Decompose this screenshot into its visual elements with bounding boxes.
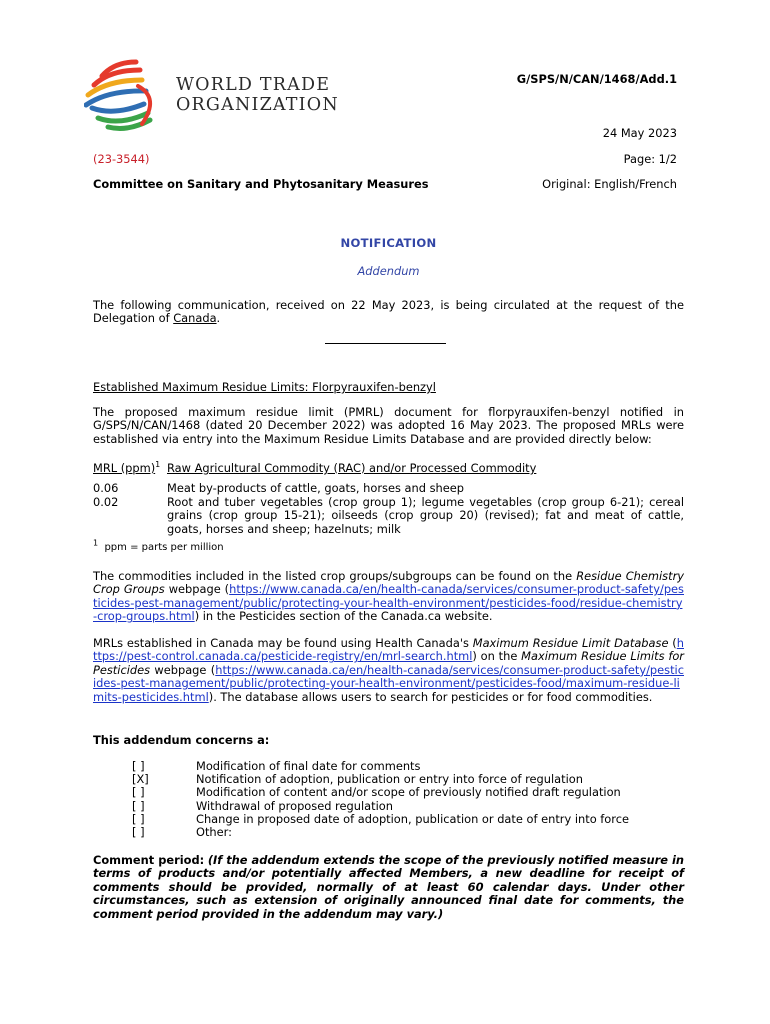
checkbox-label: Withdrawal of proposed regulation (196, 798, 393, 813)
text: webpage ( (150, 662, 216, 677)
concerns-list (93, 760, 684, 839)
footnote (93, 538, 224, 553)
intro-text: The following communication, received on 22 May 2023, is being circulated at the request of the Delegation of (93, 298, 684, 326)
text: MRLs established in Canada may be found using Health Canada's (93, 636, 473, 650)
committee-name: Committee on Sanitary and Phytosanitary Measures (93, 177, 429, 191)
checkbox[interactable]: [ ] (132, 811, 145, 826)
organization-name (176, 75, 339, 115)
section-heading: Established Maximum Residue Limits: Florpyrauxifen-benzyl (93, 380, 436, 394)
footnote-text: ppm = parts per million (104, 542, 224, 553)
table-row (93, 482, 684, 495)
separator-line (325, 343, 446, 344)
mrl-pesticides-link[interactable]: https://www.canada.ca/en/health-canada/services/consumer-product-safety/pesticides-pest-management/public/protecting-your-health-environment/pesticides-food/maximum-residue-limits-pesticides.html (93, 662, 684, 704)
comment-period-text: (If the addendum extends the scope of the previously notified measure in terms of products and/or potentially affected Members, a new deadline for receipt of comments should be provided, normally of at least 60 calendar days. Under other circumstances, such as extension of originally announced final date for comments, the comment period provided in the addendum may vary.) (93, 853, 684, 921)
commodity-col-header: Raw Agricultural Commodity (RAC) and/or Processed Commodity (167, 461, 537, 475)
footnote-number: 1 (93, 538, 99, 548)
text: ) in the Pesticides section of the Canada.ca website. (194, 609, 493, 624)
mrl-database-paragraph (93, 637, 684, 704)
document-date: 24 May 2023 (602, 126, 677, 140)
webpage-title: Maximum Residue Limits for Pesticides (93, 649, 684, 677)
wto-logo (84, 58, 344, 138)
wto-emblem-icon (84, 58, 174, 138)
section-paragraph: The proposed maximum residue limit (PMRL) document for florpyrauxifen-benzyl notified in G/SPS/N/CAN/1468 (dated 20 December 2022) was adopted 16 May 2023. The proposed MRLs were established via entry into the Maximum Residue Limits Database and are provided directly below: (93, 405, 684, 446)
mrl-value: 0.02 (93, 494, 119, 509)
mrl-table (93, 462, 684, 536)
org-name-line1: WORLD TRADE (176, 75, 331, 95)
comment-period-label: Comment period: (93, 853, 205, 867)
commodity-desc: Meat by-products of cattle, goats, horses and sheep (167, 481, 464, 496)
mrl-search-link[interactable]: https://pest-control.canada.ca/pesticide-registry/en/mrl-search.html (93, 636, 684, 664)
notification-title: NOTIFICATION (340, 236, 437, 250)
checkbox[interactable]: [ ] (132, 785, 145, 800)
crop-groups-link[interactable]: https://www.canada.ca/en/health-canada/services/consumer-product-safety/pesticides-pest-management/public/protecting-your-health-environment/pesticides-food/residue-chemistry-crop-groups.html (93, 582, 684, 624)
checkbox-label: Other: (196, 825, 232, 840)
text: ). The database allows users to search for pesticides or for food commodities. (208, 689, 653, 704)
checkbox-label: Modification of content and/or scope of previously notified draft regulation (196, 785, 621, 800)
comment-period (93, 854, 684, 921)
mrl-table-header (93, 462, 684, 475)
checkbox[interactable]: [ ] (132, 825, 145, 840)
org-name-line2: ORGANIZATION (176, 95, 339, 115)
checkbox[interactable]: [ ] (132, 798, 145, 813)
crop-groups-title: Residue Chemistry Crop Groups (93, 569, 684, 597)
database-title: Maximum Residue Limit Database (472, 636, 669, 650)
intro-end: . (216, 311, 221, 326)
text: webpage ( (164, 582, 230, 597)
mrl-value: 0.06 (93, 481, 119, 496)
commodity-desc: Root and tuber vegetables (crop group 1); legume vegetables (crop group 6-21); cereal grains (crop group 15-21); oilseeds (crop group 20) (revised); fat and meat of cattle, goats, horses and sheep; hazelnuts; milk (167, 494, 684, 536)
list-item (93, 786, 684, 799)
concerns-heading: This addendum concerns a: (93, 733, 270, 747)
checkbox-label: Modification of final date for comments (196, 759, 421, 773)
page-number: Page: 1/2 (623, 152, 677, 166)
checkbox[interactable]: [ ] (132, 759, 145, 773)
original-language: Original: English/French (542, 177, 677, 191)
intro-country: Canada (173, 311, 217, 326)
document-symbol: G/SPS/N/CAN/1468/Add.1 (516, 72, 677, 86)
text: ) on the (472, 649, 522, 664)
addendum-subtitle: Addendum (357, 264, 420, 278)
text: The commodities included in the listed crop groups/subgroups can be found on the (93, 569, 577, 583)
text: ( (668, 636, 677, 650)
mrl-col-header: MRL (ppm) (93, 461, 156, 475)
commodities-paragraph (93, 570, 684, 624)
checkbox[interactable]: [X] (132, 772, 149, 787)
footnote-ref: 1 (155, 460, 161, 470)
list-item (93, 800, 684, 813)
checkbox-label: Change in proposed date of adoption, publication or date of entry into force (196, 811, 629, 826)
table-row (93, 496, 684, 536)
list-item (93, 813, 684, 826)
list-item (93, 826, 684, 839)
checkbox-label: Notification of adoption, publication or entry into force of regulation (196, 772, 583, 787)
intro-paragraph (93, 299, 684, 326)
document-reference: (23-3544) (93, 152, 150, 166)
